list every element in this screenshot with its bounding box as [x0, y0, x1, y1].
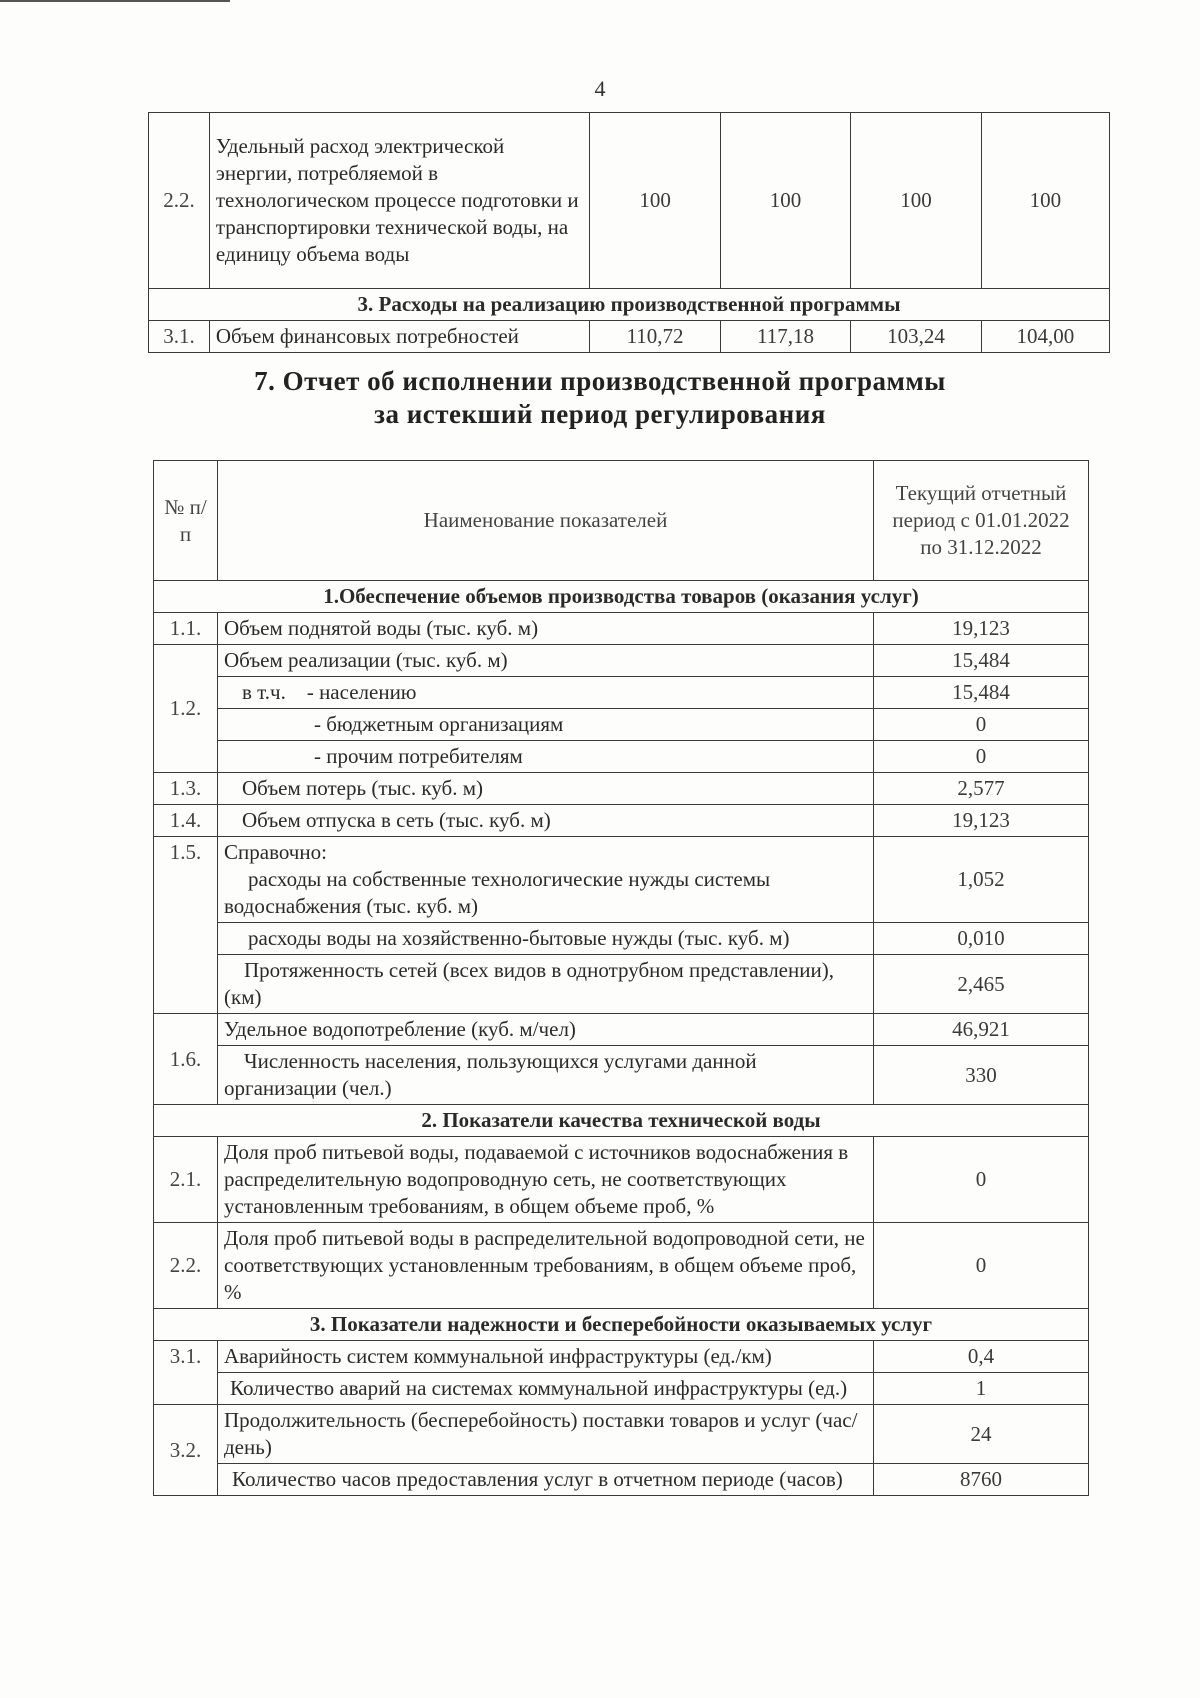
indicator-name: Доля проб питьевой воды, подаваемой с источников водоснабжения в распределительную водопроводную сеть, не соответствующих установленным требованиям, в общем объеме проб, %	[218, 1137, 874, 1223]
row-number: 1.3.	[154, 773, 218, 805]
value-cell: 15,484	[874, 645, 1089, 677]
table-row	[154, 773, 1089, 805]
table-row	[154, 1046, 1089, 1105]
value-cell: 0,010	[874, 923, 1089, 955]
report-title-line1: 7. Отчет об исполнении производственной программы	[254, 366, 946, 396]
indicator-name: Количество аварий на системах коммунальной инфраструктуры (ед.)	[218, 1373, 874, 1405]
table-row	[154, 1405, 1089, 1464]
indicator-name: - бюджетным организациям	[218, 709, 874, 741]
value-cell: 0	[874, 741, 1089, 773]
header-number: № п/п	[154, 461, 218, 581]
section-header-row	[149, 289, 1110, 321]
table-row	[154, 1464, 1089, 1496]
indicator-name: Доля проб питьевой воды в распределительной водопроводной сети, не соответствующих установленным требованиям, в общем объеме проб, %	[218, 1223, 874, 1309]
row-number: 1.6.	[154, 1014, 218, 1105]
value-cell: 0	[874, 1223, 1089, 1309]
report-title-line2: за истекший период регулирования	[374, 399, 826, 429]
value-cell: 0	[874, 709, 1089, 741]
section-title: 2. Показатели качества технической воды	[154, 1105, 1089, 1137]
value-cell: 2,577	[874, 773, 1089, 805]
row-number: 1.5.	[154, 837, 218, 1014]
table-row	[154, 613, 1089, 645]
row-number: 2.1.	[154, 1137, 218, 1223]
indicator-name: в т.ч. - населению	[218, 677, 874, 709]
indicator-name: Объем реализации (тыс. куб. м)	[218, 645, 874, 677]
indicator-name: Продолжительность (бесперебойность) поставки товаров и услуг (час/день)	[218, 1405, 874, 1464]
section-title: 3. Показатели надежности и бесперебойности оказываемых услуг	[154, 1309, 1089, 1341]
value-cell: 103,24	[851, 321, 981, 353]
row-number: 1.2.	[154, 645, 218, 773]
production-program-table-continued	[148, 112, 1110, 353]
row-number: 3.2.	[154, 1405, 218, 1496]
row-number: 1.1.	[154, 613, 218, 645]
section-header-row	[154, 1105, 1089, 1137]
indicator-name: Количество часов предоставления услуг в отчетном периоде (часов)	[218, 1464, 874, 1496]
value-cell: 0	[874, 1137, 1089, 1223]
value-cell: 19,123	[874, 613, 1089, 645]
value-cell: 117,18	[720, 321, 850, 353]
value-cell: 15,484	[874, 677, 1089, 709]
table-row	[154, 1223, 1089, 1309]
indicator-name: Объем отпуска в сеть (тыс. куб. м)	[218, 805, 874, 837]
table-row	[154, 1341, 1089, 1373]
value-cell: 8760	[874, 1464, 1089, 1496]
value-cell: 2,465	[874, 955, 1089, 1014]
value-cell: 46,921	[874, 1014, 1089, 1046]
section-header-row	[154, 1309, 1089, 1341]
indicator-name: - прочим потребителям	[218, 741, 874, 773]
table-row	[154, 1137, 1089, 1223]
section-header-row	[154, 581, 1089, 613]
table-row	[154, 837, 1089, 923]
value-cell: 100	[981, 113, 1109, 289]
header-period: Текущий отчетный период с 01.01.2022 по 31.12.2022	[874, 461, 1089, 581]
row-number: 2.2.	[154, 1223, 218, 1309]
page-number: 4	[594, 76, 606, 101]
section-title: 1.Обеспечение объемов производства товаров (оказания услуг)	[154, 581, 1089, 613]
row-number: 1.4.	[154, 805, 218, 837]
indicator-name: Протяженность сетей (всех видов в однотрубном представлении), (км)	[218, 955, 874, 1014]
row-number: 3.1.	[154, 1341, 218, 1405]
table-row	[154, 923, 1089, 955]
reference-label: Справочно:	[224, 840, 327, 864]
section-title: 3. Расходы на реализацию производственной программы	[149, 289, 1110, 321]
row-number: 2.2.	[149, 113, 210, 289]
indicator-name: Объем финансовых потребностей	[209, 321, 589, 353]
table-row	[154, 955, 1089, 1014]
table-row	[149, 321, 1110, 353]
indicator-name: Объем потерь (тыс. куб. м)	[218, 773, 874, 805]
scan-edge-mark	[0, 0, 230, 2]
table-row	[154, 805, 1089, 837]
indicator-name: Удельный расход электрической энергии, потребляемой в технологическом процессе подготовки и транспортировки технической воды, на единицу объема воды	[209, 113, 589, 289]
value-cell: 100	[851, 113, 981, 289]
indicator-name: Аварийность систем коммунальной инфраструктуры (ед./км)	[218, 1341, 874, 1373]
value-cell: 1	[874, 1373, 1089, 1405]
value-cell: 100	[720, 113, 850, 289]
value-cell: 24	[874, 1405, 1089, 1464]
indicator-name: Удельное водопотребление (куб. м/чел)	[218, 1014, 874, 1046]
table-row	[154, 1014, 1089, 1046]
value-cell: 110,72	[590, 321, 720, 353]
table-row	[154, 677, 1089, 709]
table-header-row	[154, 461, 1089, 581]
indicator-name	[218, 837, 874, 923]
table-row	[154, 645, 1089, 677]
value-cell: 330	[874, 1046, 1089, 1105]
table-row	[149, 113, 1110, 289]
value-cell: 100	[590, 113, 720, 289]
indicator-text: расходы на собственные технологические нужды системы водоснабжения (тыс. куб. м)	[224, 867, 771, 918]
indicator-name: расходы воды на хозяйственно-бытовые нужды (тыс. куб. м)	[218, 923, 874, 955]
value-cell: 104,00	[981, 321, 1109, 353]
row-number: 3.1.	[149, 321, 210, 353]
value-cell: 19,123	[874, 805, 1089, 837]
table-row	[154, 1373, 1089, 1405]
value-cell: 0,4	[874, 1341, 1089, 1373]
table-row	[154, 709, 1089, 741]
production-program-report-table	[153, 460, 1089, 1496]
table-row	[154, 741, 1089, 773]
value-cell: 1,052	[874, 837, 1089, 923]
indicator-name: Численность населения, пользующихся услугами данной организации (чел.)	[218, 1046, 874, 1105]
indicator-name: Объем поднятой воды (тыс. куб. м)	[218, 613, 874, 645]
header-name: Наименование показателей	[218, 461, 874, 581]
